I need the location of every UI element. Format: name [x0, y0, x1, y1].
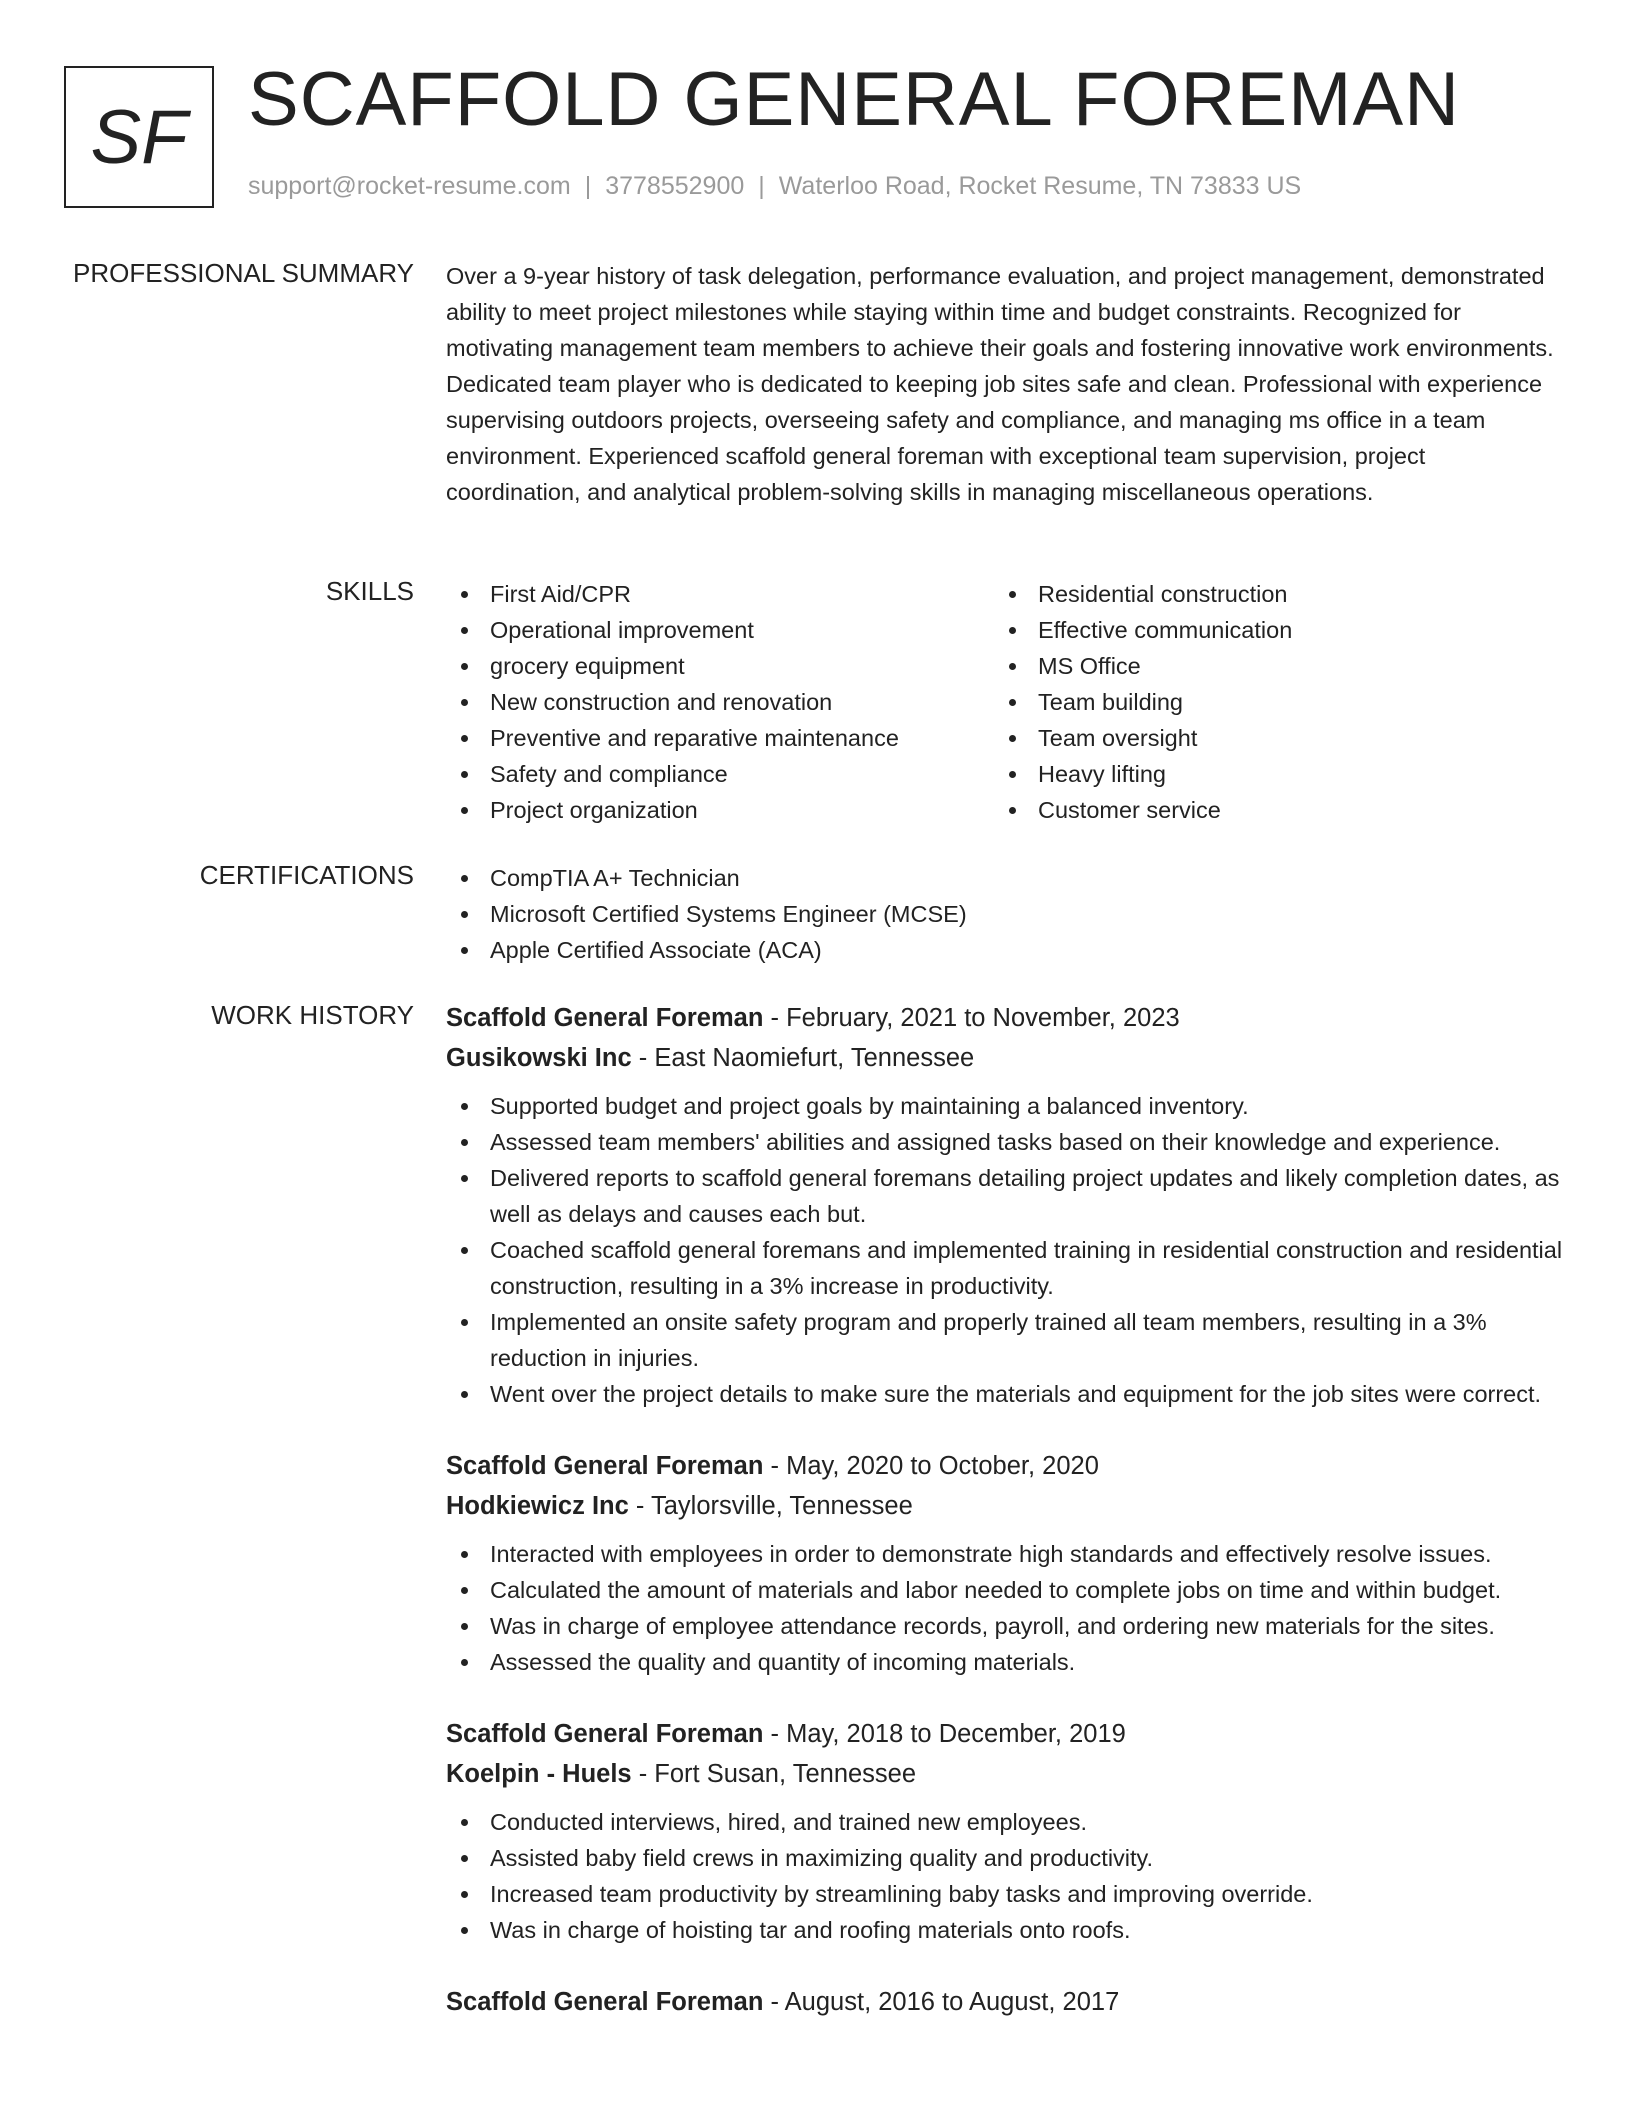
skill-item: Team building	[994, 684, 1542, 720]
job-location: - Taylorsville, Tennessee	[628, 1492, 913, 1520]
work-history-heading: WORK HISTORY	[211, 1000, 414, 1030]
job-dates: - May, 2020 to October, 2020	[763, 1452, 1099, 1480]
contact-line	[248, 172, 1301, 201]
job-duty-item: Coached scaffold general foremans and implemented training in residential construction and residential construction, resulting in a 3% increase in productivity.	[446, 1232, 1566, 1304]
job-entry	[446, 1982, 1566, 2022]
summary-heading: PROFESSIONAL SUMMARY	[73, 258, 414, 288]
skills-list-left	[446, 576, 994, 828]
job-duty-item: Delivered reports to scaffold general foremans detailing project updates and likely completion dates, as well as delays and causes each but.	[446, 1160, 1566, 1232]
skills-heading: SKILLS	[325, 576, 414, 606]
skill-item: Customer service	[994, 792, 1542, 828]
job-duties-list	[446, 1536, 1566, 1680]
job-location: - Fort Susan, Tennessee	[631, 1760, 917, 1788]
skill-item: grocery equipment	[446, 648, 994, 684]
jobs-container	[446, 998, 1566, 2056]
job-company-line	[446, 1038, 1566, 1078]
job-entry	[446, 1714, 1566, 1948]
job-company: Koelpin - Huels	[446, 1760, 632, 1788]
monogram-logo: SF	[64, 66, 214, 208]
skill-item: Effective communication	[994, 612, 1542, 648]
job-company: Gusikowski Inc	[446, 1044, 632, 1072]
job-company: Hodkiewicz Inc	[446, 1492, 629, 1520]
job-title: Scaffold General Foreman	[446, 1004, 764, 1032]
job-dates: - August, 2016 to August, 2017	[763, 1988, 1120, 2016]
skill-item: Operational improvement	[446, 612, 994, 648]
certification-item: Apple Certified Associate (ACA)	[446, 932, 1566, 968]
job-dates: - February, 2021 to November, 2023	[763, 1004, 1180, 1032]
job-duty-item: Supported budget and project goals by maintaining a balanced inventory.	[446, 1088, 1566, 1124]
job-title-line	[446, 1982, 1566, 2022]
job-duty-item: Went over the project details to make sure the materials and equipment for the job sites were correct.	[446, 1376, 1566, 1412]
certifications-list	[446, 860, 1566, 968]
certification-item: Microsoft Certified Systems Engineer (MCSE)	[446, 896, 1566, 932]
job-duty-item: Implemented an onsite safety program and properly trained all team members, resulting in a 3% reduction in injuries.	[446, 1304, 1566, 1376]
summary-text: Over a 9-year history of task delegation, performance evaluation, and project management, demonstrated ability to meet project milestones while staying within time and budget constraints. Recognized for motivating management team members to achieve their goals and fostering innovative work environments. Dedicated team player who is dedicated to keeping job sites safe and clean. Professional with experience supervising outdoors projects, overseeing safety and compliance, and managing ms office in a team environment. Experienced scaffold general foreman with exceptional team supervision, project coordination, and analytical problem-solving skills in managing miscellaneous operations.	[446, 263, 1554, 505]
job-location: - East Naomiefurt, Tennessee	[631, 1044, 975, 1072]
contact-separator: |	[584, 172, 592, 200]
job-title: Scaffold General Foreman	[446, 1988, 764, 2016]
job-duty-item: Assessed the quality and quantity of incoming materials.	[446, 1644, 1566, 1680]
job-title-line	[446, 998, 1566, 1038]
job-duties-list	[446, 1088, 1566, 1412]
job-duty-item: Calculated the amount of materials and labor needed to complete jobs on time and within budget.	[446, 1572, 1566, 1608]
job-company-line	[446, 1754, 1566, 1794]
contact-email: support@rocket-resume.com	[248, 172, 571, 200]
job-title-line	[446, 1446, 1566, 1486]
skill-item: New construction and renovation	[446, 684, 994, 720]
skills-list-right	[994, 576, 1542, 828]
job-duty-item: Was in charge of employee attendance records, payroll, and ordering new materials for the sites.	[446, 1608, 1566, 1644]
skill-item: Heavy lifting	[994, 756, 1542, 792]
skill-item: Safety and compliance	[446, 756, 994, 792]
job-entry	[446, 998, 1566, 1412]
job-duty-item: Assisted baby field crews in maximizing quality and productivity.	[446, 1840, 1566, 1876]
job-title: Scaffold General Foreman	[446, 1720, 764, 1748]
job-entry	[446, 1446, 1566, 1680]
job-duties-list	[446, 1804, 1566, 1948]
skill-item: Project organization	[446, 792, 994, 828]
skill-item: Preventive and reparative maintenance	[446, 720, 994, 756]
certification-item: CompTIA A+ Technician	[446, 860, 1566, 896]
job-duty-item: Increased team productivity by streamlining baby tasks and improving override.	[446, 1876, 1566, 1912]
skill-item: MS Office	[994, 648, 1542, 684]
job-duty-item: Was in charge of hoisting tar and roofing materials onto roofs.	[446, 1912, 1566, 1948]
contact-separator: |	[758, 172, 765, 200]
job-title: Scaffold General Foreman	[446, 1452, 764, 1480]
skill-item: Team oversight	[994, 720, 1542, 756]
job-dates: - May, 2018 to December, 2019	[763, 1720, 1126, 1748]
skill-item: Residential construction	[994, 576, 1542, 612]
skill-item: First Aid/CPR	[446, 576, 994, 612]
candidate-name: SCAFFOLD GENERAL FOREMAN	[248, 57, 1461, 142]
job-duty-item: Interacted with employees in order to demonstrate high standards and effectively resolve issues.	[446, 1536, 1566, 1572]
job-company-line	[446, 1486, 1566, 1526]
contact-address: Waterloo Road, Rocket Resume, TN 73833 US	[778, 172, 1302, 200]
job-duty-item: Conducted interviews, hired, and trained new employees.	[446, 1804, 1566, 1840]
job-duty-item: Assessed team members' abilities and assigned tasks based on their knowledge and experience.	[446, 1124, 1566, 1160]
certifications-heading: CERTIFICATIONS	[199, 860, 414, 890]
contact-phone: 3778552900	[605, 172, 745, 200]
job-title-line	[446, 1714, 1566, 1754]
